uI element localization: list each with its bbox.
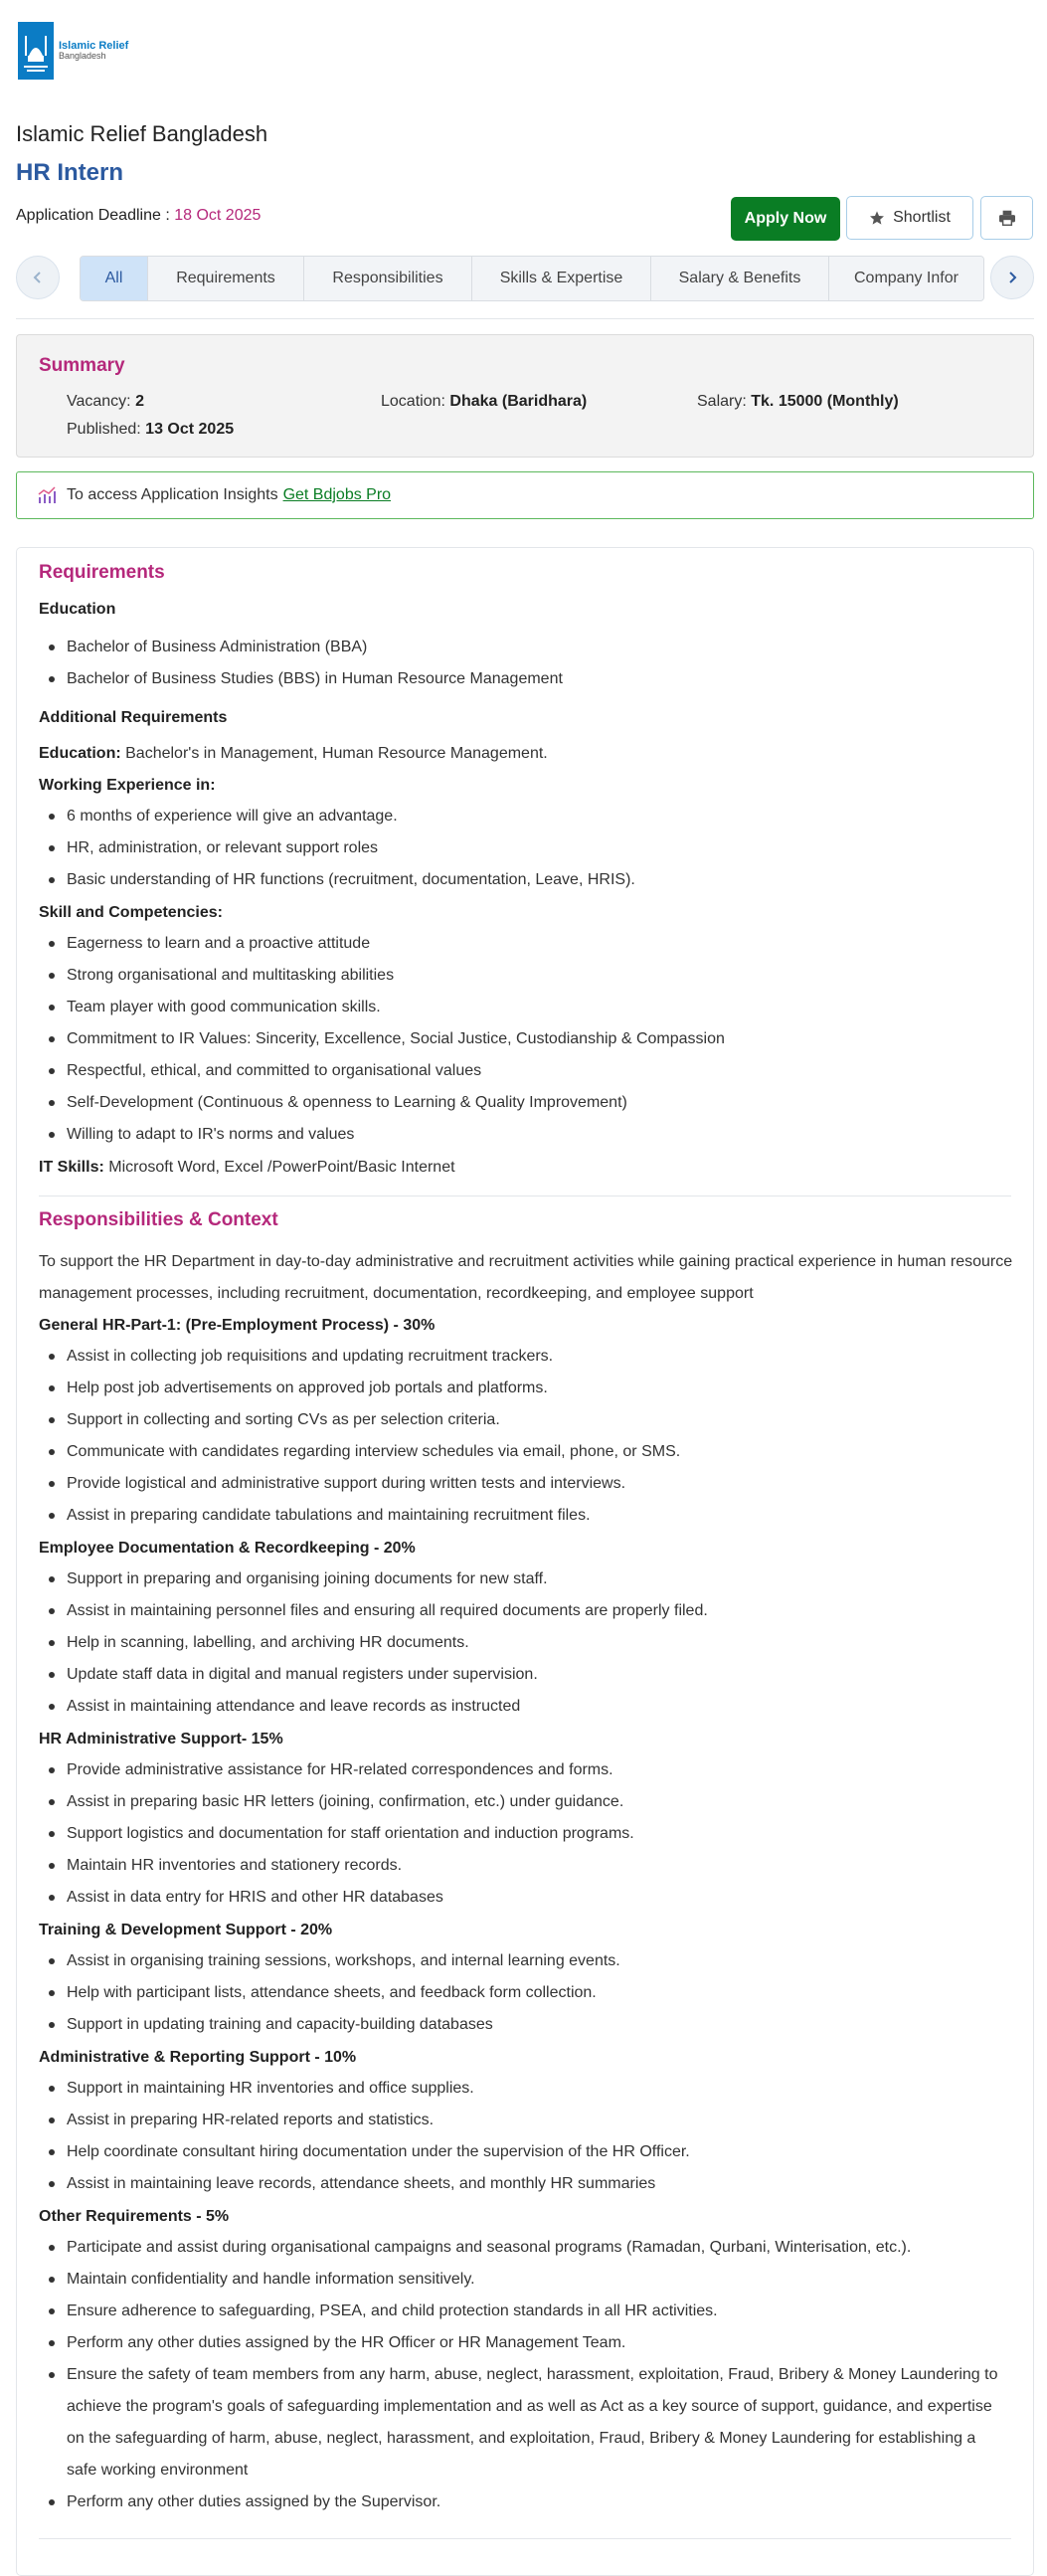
education-requirement: Education: Bachelor's in Management, Human Resource Management.: [39, 745, 548, 762]
summary-location: Location: Dhaka (Baridhara): [381, 393, 588, 410]
list-item: Willing to adapt to IR's norms and values: [67, 1119, 1011, 1151]
list-item: Maintain HR inventories and stationery records.: [67, 1850, 1011, 1882]
requirements-title: Requirements: [39, 562, 165, 583]
additional-requirements-heading: Additional Requirements: [39, 709, 228, 726]
mosque-logo-icon: [18, 22, 54, 80]
list-item: Communicate with candidates regarding interview schedules via email, phone, or SMS.: [67, 1436, 1011, 1468]
list-item: Team player with good communication skills.: [67, 992, 1011, 1023]
print-button[interactable]: [980, 196, 1033, 240]
list-item: Bachelor of Business Studies (BBS) in Human Resource Management: [67, 663, 1011, 695]
group-heading: General HR-Part-1: (Pre-Employment Process) - 30%: [39, 1317, 436, 1334]
insight-text: To access Application Insights: [67, 486, 278, 503]
list-item: 6 months of experience will give an advantage.: [67, 801, 1011, 832]
printer-icon: [998, 210, 1016, 226]
group-heading: Employee Documentation & Recordkeeping - 20%: [39, 1540, 416, 1557]
summary-salary: Salary: Tk. 15000 (Monthly): [697, 393, 899, 410]
summary-published: Published: 13 Oct 2025: [67, 421, 235, 438]
list-item: Provide logistical and administrative support during written tests and interviews.: [67, 1468, 1011, 1500]
responsibilities-title: Responsibilities & Context: [39, 1209, 278, 1230]
list-item: Assist in maintaining leave records, attendance sheets, and monthly HR summaries: [67, 2168, 1011, 2200]
tab-skills-expertise[interactable]: Skills & Expertise: [472, 257, 651, 300]
list-item: Perform any other duties assigned by the HR Officer or HR Management Team.: [67, 2327, 1011, 2359]
chevron-right-icon: [1006, 271, 1018, 284]
list-item: Support logistics and documentation for staff orientation and induction programs.: [67, 1818, 1011, 1850]
deadline-label: Application Deadline :: [16, 207, 170, 224]
list-item: Assist in collecting job requisitions and updating recruitment trackers.: [67, 1341, 1011, 1373]
list-item: Respectful, ethical, and committed to organisational values: [67, 1055, 1011, 1087]
list-item: Update staff data in digital and manual registers under supervision.: [67, 1659, 1011, 1691]
chevron-left-icon: [32, 271, 44, 284]
section-tabs-bar: [16, 254, 1034, 303]
list-item: Provide administrative assistance for HR-related correspondences and forms.: [67, 1754, 1011, 1786]
apply-now-button[interactable]: Apply Now: [731, 197, 840, 241]
group-heading: Training & Development Support - 20%: [39, 1922, 333, 1938]
company-name[interactable]: Islamic Relief Bangladesh: [16, 121, 268, 146]
tabs-prev-button[interactable]: [16, 256, 60, 299]
list-item: Support in maintaining HR inventories and office supplies.: [67, 2073, 1011, 2105]
list-item: Assist in preparing basic HR letters (joining, confirmation, etc.) under guidance.: [67, 1786, 1011, 1818]
it-skills: IT Skills: Microsoft Word, Excel /PowerPoint/Basic Internet: [39, 1159, 455, 1176]
group-heading: Other Requirements - 5%: [39, 2208, 230, 2225]
tab-requirements[interactable]: Requirements: [148, 257, 304, 300]
list-item: Support in updating training and capacity-building databases: [67, 2009, 1011, 2041]
company-logo[interactable]: [18, 22, 128, 80]
experience-heading: Working Experience in:: [39, 777, 216, 794]
tabs-next-button[interactable]: [990, 256, 1034, 299]
list-item: Eagerness to learn and a proactive attitude: [67, 928, 1011, 960]
list-item: Help with participant lists, attendance sheets, and feedback form collection.: [67, 1977, 1011, 2009]
list-item: Basic understanding of HR functions (recruitment, documentation, Leave, HRIS).: [67, 864, 1011, 896]
divider: [39, 2538, 1011, 2539]
list-item: Strong organisational and multitasking abilities: [67, 960, 1011, 992]
logo-line2: Bangladesh: [59, 51, 106, 62]
list-item: Help coordinate consultant hiring documentation under the supervision of the HR Officer.: [67, 2136, 1011, 2168]
star-icon: [869, 210, 885, 226]
get-bdjobs-pro-link[interactable]: Get Bdjobs Pro: [282, 486, 392, 503]
responsibilities-intro: To support the HR Department in day-to-day administrative and recruitment activities while gaining practical experience in human resource management processes, including recruitment, documentation, recordkeeping, and employee support: [39, 1253, 1013, 1302]
list-item: HR, administration, or relevant support roles: [67, 832, 1011, 864]
group-heading: HR Administrative Support- 15%: [39, 1731, 283, 1748]
application-deadline: [16, 207, 261, 225]
list-item: Support in collecting and sorting CVs as per selection criteria.: [67, 1404, 1011, 1436]
list-item: Ensure the safety of team members from any harm, abuse, neglect, harassment, exploitation, Fraud, Bribery & Money Laundering to achieve the program's goals of safeguarding implementation and as well as Act as a key source of support, guidance, and expertise on the safeguarding of harm, abuse, neglect, harassment, and exploitation, Fraud, Bribery & Money Laundering for establishing a safe working environment: [67, 2359, 1001, 2486]
tab-responsibilities[interactable]: Responsibilities: [304, 257, 472, 300]
group-heading: Administrative & Reporting Support - 10%: [39, 2049, 357, 2066]
list-item: Help post job advertisements on approved job portals and platforms.: [67, 1373, 1011, 1404]
list-item: Self-Development (Continuous & openness to Learning & Quality Improvement): [67, 1087, 1011, 1119]
list-item: Assist in preparing candidate tabulations and maintaining recruitment files.: [67, 1500, 1011, 1532]
list-item: Assist in preparing HR-related reports and statistics.: [67, 2105, 1011, 2136]
list-item: Support in preparing and organising joining documents for new staff.: [67, 1564, 1011, 1595]
divider: [16, 318, 1034, 319]
tab-company-info[interactable]: Company Infor: [829, 257, 984, 300]
list-item: Assist in organising training sessions, workshops, and internal learning events.: [67, 1945, 1011, 1977]
deadline-date: 18 Oct 2025: [174, 207, 262, 224]
list-item: Maintain confidentiality and handle information sensitively.: [67, 2264, 1011, 2296]
logo-line1: Islamic Relief: [59, 40, 129, 52]
skills-heading: Skill and Competencies:: [39, 904, 223, 921]
summary-card: [16, 334, 1034, 458]
list-item: Assist in maintaining attendance and leave records as instructed: [67, 1691, 1011, 1723]
list-item: Perform any other duties assigned by the Supervisor.: [67, 2486, 1011, 2518]
bar-chart-icon: [37, 485, 57, 505]
list-item: Help in scanning, labelling, and archiving HR documents.: [67, 1627, 1011, 1659]
list-item: Commitment to IR Values: Sincerity, Excellence, Social Justice, Custodianship & Compassion: [67, 1023, 1011, 1055]
tab-salary-benefits[interactable]: Salary & Benefits: [651, 257, 829, 300]
shortlist-button[interactable]: [846, 196, 973, 240]
list-item: Participate and assist during organisational campaigns and seasonal programs (Ramadan, Qurbani, Winterisation, etc.).: [67, 2232, 1011, 2264]
education-heading: Education: [39, 601, 116, 618]
tab-all[interactable]: All: [81, 257, 148, 300]
shortlist-label: Shortlist: [893, 209, 951, 226]
list-item: Ensure adherence to safeguarding, PSEA, and child protection standards in all HR activities.: [67, 2296, 1011, 2327]
list-item: Assist in data entry for HRIS and other HR databases: [67, 1882, 1011, 1914]
tabs-list: [80, 256, 984, 301]
summary-vacancy: Vacancy: 2: [67, 393, 144, 410]
list-item: Bachelor of Business Administration (BBA): [67, 632, 1011, 663]
application-insights-banner: [16, 471, 1034, 519]
summary-title: Summary: [39, 355, 125, 376]
list-item: Assist in maintaining personnel files and ensuring all required documents are properly filed.: [67, 1595, 1011, 1627]
job-title: HR Intern: [16, 159, 123, 186]
